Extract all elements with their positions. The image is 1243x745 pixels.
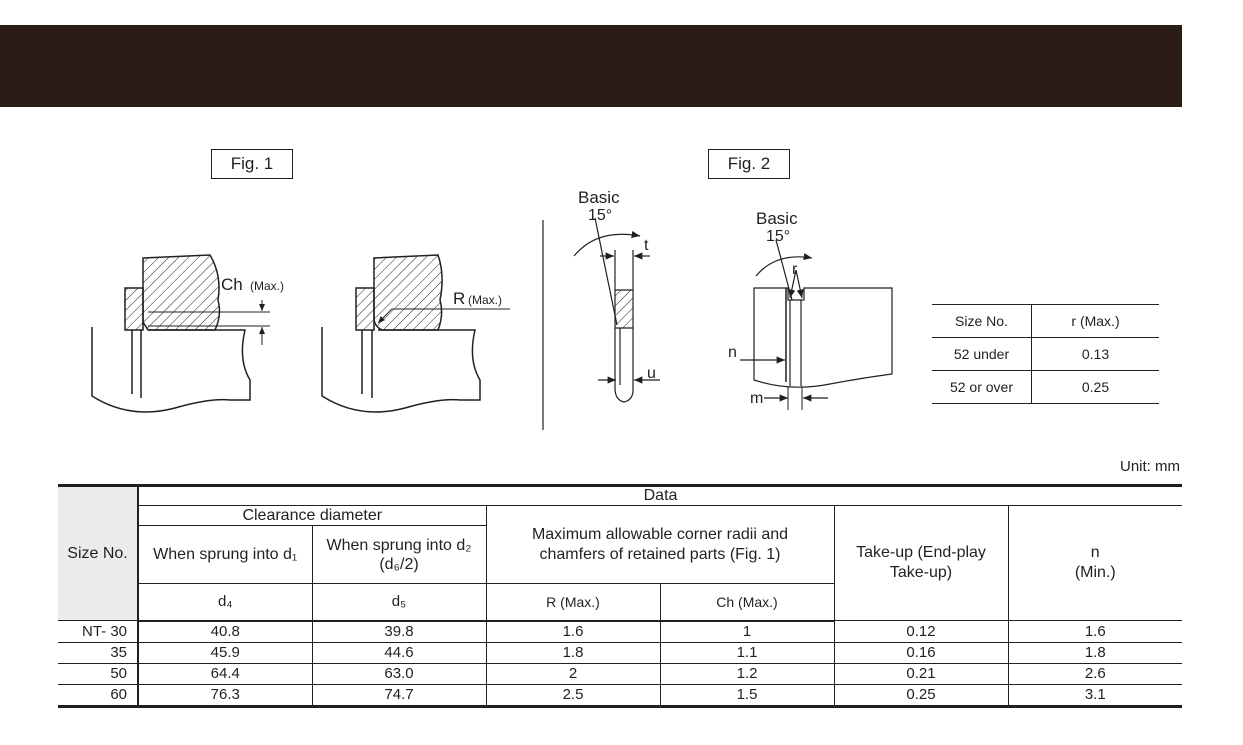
table-cell: 0.25 bbox=[1032, 371, 1160, 404]
m-label: m bbox=[750, 390, 764, 407]
n-cell: 2.6 bbox=[1008, 663, 1182, 684]
fig1-label: Fig. 1 bbox=[211, 149, 293, 179]
d4-cell: 76.3 bbox=[138, 684, 312, 706]
n-cell: 1.8 bbox=[1008, 642, 1182, 663]
corner-radius-table bbox=[932, 304, 1159, 404]
fig1-radius-drawing bbox=[322, 255, 510, 412]
r-max-label: (Max.) bbox=[468, 293, 502, 307]
d5-cell: 74.7 bbox=[312, 684, 486, 706]
fig2-groove-drawing bbox=[740, 240, 892, 410]
ch-cell: 1.2 bbox=[660, 663, 834, 684]
d5-header: d₅ bbox=[312, 584, 486, 621]
d4-cell: 64.4 bbox=[138, 663, 312, 684]
table-row bbox=[58, 621, 1182, 643]
ch-label: Ch bbox=[221, 275, 243, 294]
table-row bbox=[932, 305, 1159, 338]
corner-header: Maximum allowable corner radii and chamfers of retained parts (Fig. 1) bbox=[486, 506, 834, 584]
takeup-cell: 0.12 bbox=[834, 621, 1008, 643]
d4-header: d₄ bbox=[138, 584, 312, 621]
n-label: n bbox=[728, 344, 737, 361]
table-row bbox=[58, 642, 1182, 663]
fig1-chamfer-drawing bbox=[92, 255, 270, 412]
table-header-row bbox=[58, 506, 1182, 526]
r-label: R bbox=[453, 289, 466, 308]
takeup-cell: 0.16 bbox=[834, 642, 1008, 663]
ch-max-header: Ch (Max.) bbox=[660, 584, 834, 621]
n-cell: 1.6 bbox=[1008, 621, 1182, 643]
ch-cell: 1 bbox=[660, 621, 834, 643]
ch-max-label: (Max.) bbox=[250, 279, 284, 293]
r-cell: 2.5 bbox=[486, 684, 660, 706]
n-header: n (Min.) bbox=[1008, 506, 1182, 621]
unit-label: Unit: mm bbox=[1120, 458, 1180, 475]
takeup-cell: 0.25 bbox=[834, 684, 1008, 706]
r-cell: 1.6 bbox=[486, 621, 660, 643]
d4-cell: 45.9 bbox=[138, 642, 312, 663]
r-cell: 2 bbox=[486, 663, 660, 684]
r-small-label: r bbox=[792, 261, 798, 278]
size-header: Size No. bbox=[58, 486, 138, 621]
size-no-header: Size No. bbox=[932, 305, 1032, 338]
d5-cell: 39.8 bbox=[312, 621, 486, 643]
angle-label-2: 15° bbox=[766, 228, 791, 245]
sprung-d2-header: When sprung into d₂ (d₆/2) bbox=[312, 526, 486, 584]
n-cell: 3.1 bbox=[1008, 684, 1182, 706]
size-cell: 50 bbox=[58, 663, 138, 684]
table-cell: 52 under bbox=[932, 338, 1032, 371]
sprung-d1-header: When sprung into d₁ bbox=[138, 526, 312, 584]
fig2-label: Fig. 2 bbox=[708, 149, 790, 179]
basic-label-2: Basic bbox=[756, 209, 798, 228]
table-row bbox=[58, 663, 1182, 684]
table-row bbox=[58, 684, 1182, 706]
d5-cell: 63.0 bbox=[312, 663, 486, 684]
r-cell: 1.8 bbox=[486, 642, 660, 663]
table-cell: 52 or over bbox=[932, 371, 1032, 404]
takeup-header: Take-up (End-play Take-up) bbox=[834, 506, 1008, 621]
table-header-row bbox=[58, 486, 1182, 506]
d4-cell: 40.8 bbox=[138, 621, 312, 643]
data-header: Data bbox=[138, 486, 1182, 506]
r-max-header: R (Max.) bbox=[486, 584, 660, 621]
ch-cell: 1.1 bbox=[660, 642, 834, 663]
table-cell: 0.13 bbox=[1032, 338, 1160, 371]
size-cell: 35 bbox=[58, 642, 138, 663]
ch-cell: 1.5 bbox=[660, 684, 834, 706]
size-cell: NT- 30 bbox=[58, 621, 138, 643]
size-cell: 60 bbox=[58, 684, 138, 706]
u-label: u bbox=[647, 365, 656, 382]
table-row bbox=[932, 371, 1159, 404]
t-label: t bbox=[644, 237, 649, 254]
r-max-header: r (Max.) bbox=[1032, 305, 1160, 338]
d5-cell: 44.6 bbox=[312, 642, 486, 663]
angle-label-1: 15° bbox=[588, 207, 613, 224]
basic-label-1: Basic bbox=[578, 188, 620, 207]
table-row bbox=[932, 338, 1159, 371]
clearance-header: Clearance diameter bbox=[138, 506, 486, 526]
takeup-cell: 0.21 bbox=[834, 663, 1008, 684]
dimension-table bbox=[58, 484, 1182, 708]
